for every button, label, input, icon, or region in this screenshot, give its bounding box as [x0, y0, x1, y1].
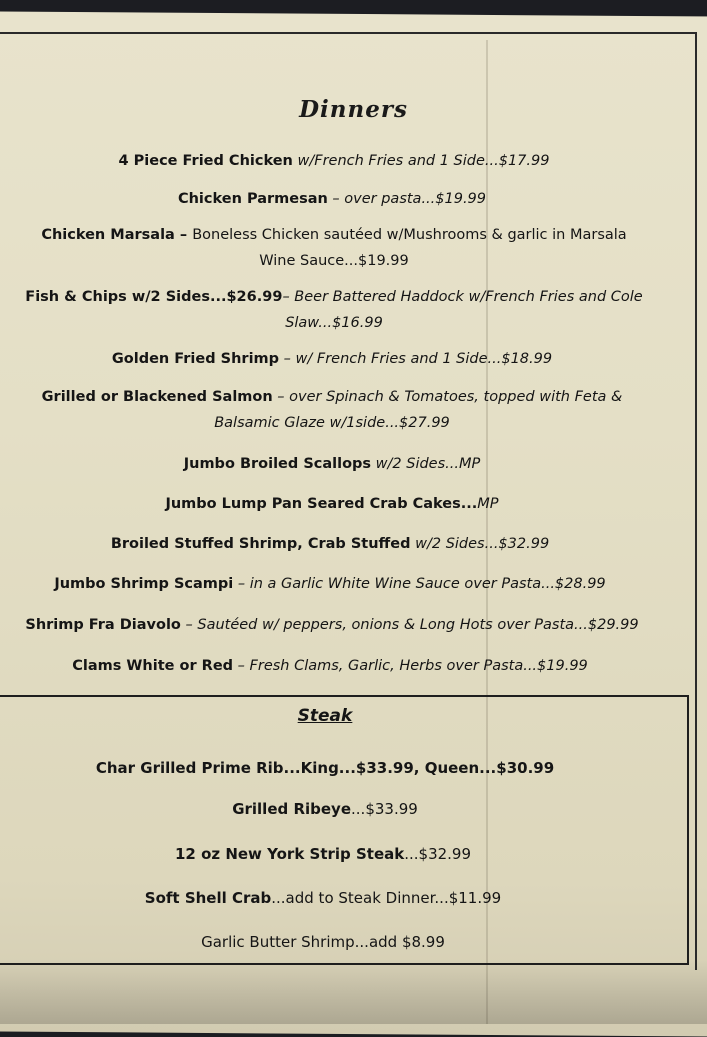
steak-item-ribeye	[0, 796, 650, 822]
item-name: Char Grilled Prime Rib	[95, 759, 284, 777]
item-desc: ...add to Steak Dinner...$11.99	[271, 889, 502, 907]
steak-item-prime-rib	[0, 755, 650, 781]
item-name: Grilled Ribeye	[232, 800, 352, 818]
item-name: Soft Shell Crab	[144, 889, 272, 907]
item-name: Fish & Chips w/2 Sides...$26.99	[25, 289, 283, 305]
item-desc: ...King...$33.99, Queen...$30.99	[283, 759, 555, 777]
item-desc: – Beer Battered Haddock w/French Fries and Cole Slaw...$16.99	[282, 289, 643, 331]
section-title-steak: Steak	[297, 706, 353, 726]
dinner-item-shrimp-scampi	[0, 571, 660, 597]
dinner-item-fried-chicken	[0, 148, 668, 174]
item-desc: ...$33.99	[351, 800, 418, 818]
item-desc: – Fresh Clams, Garlic, Herbs over Pasta...$19.99	[233, 658, 588, 674]
item-name: Clams White or Red	[72, 658, 234, 674]
item-name: Golden Fried Shrimp	[111, 351, 280, 367]
item-desc: ...$32.99	[404, 845, 472, 863]
item-name: 4 Piece Fried Chicken	[118, 153, 293, 169]
item-name: Chicken Marsala –	[41, 227, 193, 243]
dinner-item-golden-fried-shrimp	[0, 346, 664, 372]
item-desc: – Sautéed w/ peppers, onions & Long Hots over Pasta...$29.99	[180, 617, 639, 633]
item-name: Broiled Stuffed Shrimp, Crab Stuffed	[110, 536, 411, 552]
steak-section-box	[0, 695, 689, 965]
dinner-item-clams	[0, 653, 660, 679]
steak-item-soft-shell-crab	[0, 885, 646, 911]
bottom-shadow	[0, 960, 707, 1024]
item-name: Jumbo Shrimp Scampi	[54, 576, 234, 592]
item-name: Jumbo Broiled Scallops	[183, 456, 372, 472]
item-name: 12 oz New York Strip Steak	[174, 845, 405, 863]
section-title-dinners: Dinners	[299, 96, 408, 123]
item-desc: Garlic Butter Shrimp...add $8.99	[201, 933, 445, 951]
item-desc: w/2 Sides...$32.99	[410, 536, 550, 552]
item-desc: MP	[477, 496, 499, 512]
item-name: Grilled or Blackened Salmon	[41, 389, 273, 405]
dinner-item-chicken-parmesan	[0, 186, 664, 212]
item-desc: Boneless Chicken sautéed w/Mushrooms & garlic in Marsala Wine Sauce...$19.99	[192, 227, 627, 269]
steak-item-ny-strip	[0, 841, 646, 867]
steak-item-garlic-butter-shrimp	[0, 929, 646, 955]
item-desc: – in a Garlic White Wine Sauce over Pasta...$28.99	[233, 576, 606, 592]
item-desc: – over Spinach & Tomatoes, topped with Feta & Balsamic Glaze w/1side...$27.99	[214, 389, 623, 431]
dinner-item-fish-chips	[18, 284, 650, 336]
dinner-item-stuffed-shrimp	[0, 531, 660, 557]
item-name: Chicken Parmesan	[177, 191, 328, 207]
dinner-item-crab-cakes	[0, 491, 664, 517]
item-name: Jumbo Lump Pan Seared Crab Cakes...	[165, 496, 478, 512]
item-desc: – w/ French Fries and 1 Side...$18.99	[279, 351, 553, 367]
item-desc: w/French Fries and 1 Side...$17.99	[292, 153, 550, 169]
item-desc: w/2 Sides...MP	[371, 456, 481, 472]
dinner-item-scallops	[0, 451, 664, 477]
item-name: Shrimp Fra Diavolo	[25, 617, 181, 633]
dinner-item-salmon	[22, 384, 642, 436]
dinner-item-chicken-marsala	[28, 222, 640, 274]
dinner-item-fra-diavolo	[2, 612, 662, 638]
item-desc: – over pasta...$19.99	[327, 191, 487, 207]
